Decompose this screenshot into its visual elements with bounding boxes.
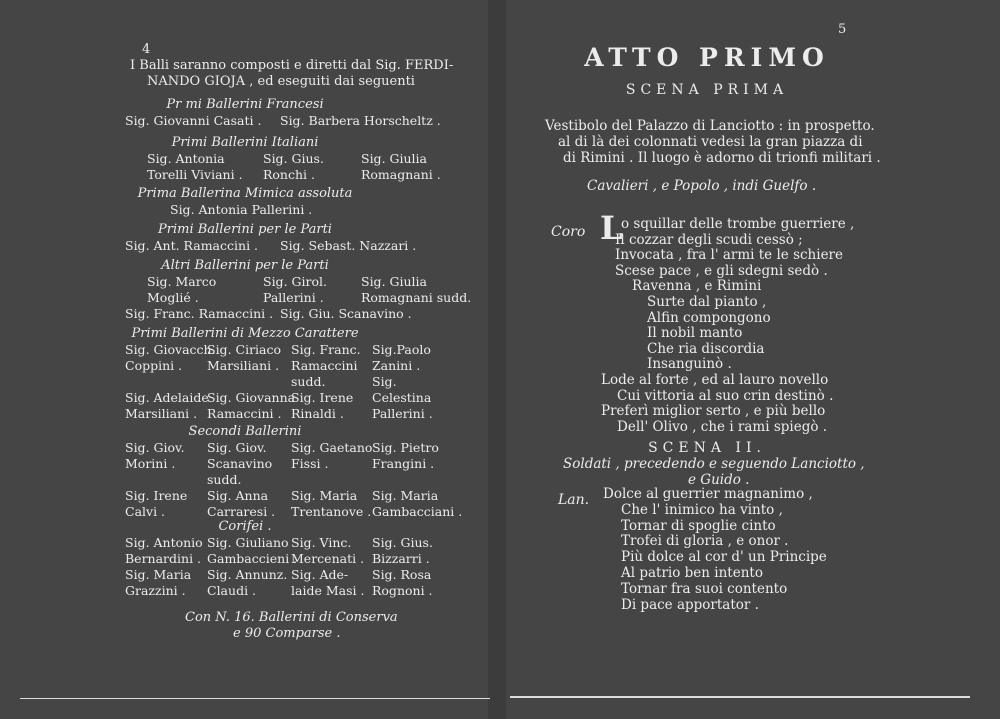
cast-cell: Calvi .	[125, 504, 166, 519]
cast-cell: Sig. Antonia	[147, 151, 225, 166]
cast-cell: Sig. Barbera Horscheltz .	[280, 113, 441, 128]
cast-row	[125, 472, 455, 487]
cast-row	[125, 406, 455, 421]
cast-cell: Grazzini .	[125, 583, 186, 598]
cast-cell: Sig. Gaetano	[291, 440, 373, 455]
verse-line: Insanguinò .	[647, 356, 732, 373]
cast-cell: Sig. Giu. Scanavino .	[280, 306, 412, 321]
cast-cell: Sig. Giulia	[361, 274, 427, 289]
cast-row	[125, 374, 455, 389]
verse-line: Ravenna , e Rimini	[632, 278, 762, 295]
cast-cell: Sig. Maria	[291, 488, 358, 503]
cast-cell: Sig. Giov.	[207, 440, 267, 455]
cast-cell: Sig. Giuliano	[207, 535, 289, 550]
cast-row	[125, 151, 455, 166]
verse-line: Tornar di spoglie cinto	[621, 517, 776, 534]
cast-cell: Fissi .	[291, 456, 329, 471]
cast-cell: Sig. Giov.	[125, 440, 185, 455]
verse-line: Surte dal pianto ,	[647, 294, 767, 310]
book-gutter	[488, 0, 506, 719]
verse-line: Il cozzar degli scudi cessò ;	[615, 231, 803, 248]
cast-cell: Sig. Marco	[147, 274, 217, 289]
cast-cell: Sig. Gius.	[372, 535, 433, 550]
scene-title: SCENA PRIMA	[625, 82, 789, 98]
cast-cell: Ronchi .	[263, 167, 315, 182]
cast-row	[125, 306, 455, 321]
cast-cell: Sig. Ade-	[291, 567, 349, 582]
cast-row	[125, 456, 455, 471]
cast-cell: Pallerini .	[263, 290, 324, 305]
setting-line-3: di Rimini . Il luogo è adorno di trionfi militari .	[563, 150, 881, 166]
cast-row	[125, 567, 455, 582]
cast-cell: Celestina	[372, 390, 432, 405]
scene-2-title: SCENA II.	[648, 440, 766, 456]
cast-cell: Ramaccini	[291, 358, 358, 373]
cast-cell: Marsiliani .	[125, 406, 198, 421]
cast-cell: Claudi .	[207, 583, 257, 598]
verse-line: Lode al forte , ed al lauro novello	[601, 372, 829, 388]
cast-row	[125, 167, 455, 182]
cast-row	[125, 238, 455, 253]
cast-cell: Sig.Paolo	[372, 342, 431, 357]
verse-line: Dolce al guerrier magnanimo ,	[603, 486, 813, 502]
cast-row	[125, 290, 472, 305]
section-heading: Altri Ballerini per le Parti	[161, 258, 329, 273]
cast-cell: Sig. Franc. Ramaccini .	[125, 306, 274, 321]
cast-cell: Bizzarri .	[372, 551, 430, 566]
cast-row	[125, 274, 455, 289]
cast-cell: laide Masi .	[291, 583, 365, 598]
cast-cell: Pallerini .	[372, 406, 433, 421]
cast-row	[125, 113, 455, 128]
left-page	[0, 0, 490, 719]
cast-cell: Sig. Giovacch.	[125, 342, 216, 357]
cast-cell: Sig. Franc.	[291, 342, 361, 357]
cast-cell: Ramaccini .	[207, 406, 282, 421]
cast-cell: Torelli Viviani .	[147, 167, 243, 182]
cast-cell: Gambacciani .	[372, 504, 463, 519]
cast-cell: Sig. Annunz.	[207, 567, 288, 582]
cast-cell: Scanavino	[207, 456, 273, 471]
scene-2-directions-2: e Guido .	[688, 472, 750, 488]
verse-line: Dell' Olivo , che i rami spiegò .	[617, 418, 828, 435]
verse-line: Il nobil manto	[647, 325, 743, 342]
cast-row	[125, 202, 455, 217]
cast-cell: Gambaccieni .	[207, 551, 298, 566]
cast-cell: sudd.	[291, 374, 326, 389]
verse-line: Scese pace , e gli sdegni sedò .	[615, 262, 828, 279]
cast-cell: Sig. Antonio	[125, 535, 203, 550]
bottom-rule-left	[20, 698, 490, 699]
cast-cell: Zanini .	[372, 358, 421, 373]
scene-2-directions-1: Soldati , precedendo e seguendo Lanciotto ,	[563, 456, 865, 472]
cast-cell: Sig.	[372, 374, 397, 389]
verse-line: Alfin compongono	[647, 309, 771, 326]
cast-cell: Morini .	[125, 456, 176, 471]
cast-cell: Rognoni .	[372, 583, 433, 598]
cast-cell: Sig. Girol.	[263, 274, 327, 289]
cast-row	[125, 440, 455, 455]
cast-cell: Frangini .	[372, 456, 435, 471]
cast-cell: Marsiliani .	[207, 358, 280, 373]
cast-cell: Sig. Gius.	[263, 151, 324, 166]
section-heading: Pr mi Ballerini Francesi	[166, 97, 324, 112]
verse-line: Al patrio ben intento	[621, 565, 763, 581]
cast-row	[125, 551, 455, 566]
section-heading: Primi Ballerini per le Parti	[158, 222, 332, 237]
section-heading: Corifei .	[218, 519, 272, 534]
cast-cell: Sig. Adelaide	[125, 390, 209, 405]
cast-cell: Bernardini .	[125, 551, 202, 566]
cast-row	[125, 488, 455, 503]
act-title: ATTO PRIMO	[584, 43, 830, 72]
verse-line: Che ria discordia	[647, 340, 765, 357]
page-number-left: 4	[142, 42, 151, 57]
page-number-right: 5	[838, 22, 847, 37]
setting-line-2: al di là dei colonnati vedesi la gran piazza di	[558, 134, 863, 150]
characters-line: Cavalieri , e Popolo , indi Guelfo .	[587, 178, 817, 194]
setting-line-1: Vestibolo del Palazzo di Lanciotto : in prospetto.	[545, 118, 875, 134]
bottom-rule-right	[510, 696, 970, 698]
intro-line-1: I Balli saranno composti e diretti dal Sig. FERDI-	[130, 58, 454, 73]
cast-cell: Sig. Antonia Pallerini .	[170, 202, 313, 217]
cast-cell: Sig. Giovanna	[207, 390, 296, 405]
verse-line: Preferì miglior serto , e più bello	[601, 403, 826, 420]
cast-cell: Sig. Vinc.	[291, 535, 352, 550]
cast-row	[125, 583, 455, 598]
verse-line: Cui vittoria al suo crin destinò .	[617, 387, 834, 404]
intro-line-2: NANDO GIOJA , ed eseguiti dai seguenti	[147, 74, 415, 89]
section-heading: Prima Ballerina Mimica assoluta	[137, 186, 353, 201]
cast-cell: sudd.	[207, 472, 242, 487]
cast-row	[125, 390, 455, 405]
cast-row	[125, 504, 463, 519]
verse-line: Di pace apportator .	[621, 596, 759, 613]
verse-line: o squillar delle trombe guerriere ,	[621, 216, 855, 232]
verse-line: Invocata , fra l' armi te le schiere	[615, 247, 843, 264]
cast-row	[125, 358, 455, 373]
cast-cell: Sig. Maria	[372, 488, 439, 503]
verse-line: Più dolce al cor d' un Principe	[621, 549, 827, 566]
cast-cell: Sig. Ciriaco	[207, 342, 282, 357]
footer-line-1: Con N. 16. Ballerini di Conserva	[185, 610, 398, 625]
drop-cap: L	[600, 209, 623, 247]
cast-cell: Sig. Irene	[125, 488, 188, 503]
cast-cell: Carraresi .	[207, 504, 276, 519]
right-page	[505, 0, 1000, 719]
verse-line: Trofei di gloria , e onor .	[621, 533, 789, 550]
section-heading: Primi Ballerini di Mezzo Carattere	[131, 326, 359, 341]
verse-line: Che l' inimico ha vinto ,	[621, 501, 783, 518]
verse-line: Tornar fra suoi contento	[621, 580, 788, 597]
cast-cell: Sig. Giovanni Casati .	[125, 113, 262, 128]
cast-row	[125, 342, 455, 357]
cast-cell: Sig. Anna	[207, 488, 269, 503]
cast-cell: Sig. Giulia	[361, 151, 427, 166]
cast-cell: Trentanove .	[291, 504, 372, 519]
cast-cell: Coppini .	[125, 358, 183, 373]
cast-cell: Sig. Maria	[125, 567, 192, 582]
footer-line-2: e 90 Comparse .	[233, 626, 341, 641]
cast-cell: Sig. Ant. Ramaccini .	[125, 238, 259, 253]
cast-cell: Moglié .	[147, 290, 199, 305]
cast-cell: Sig. Sebast. Nazzari .	[280, 238, 417, 253]
speaker-coro: Coro	[551, 224, 586, 240]
section-heading: Primi Ballerini Italiani	[171, 135, 319, 150]
cast-cell: Sig. Pietro	[372, 440, 439, 455]
cast-cell: Romagnani .	[361, 167, 441, 182]
cast-cell: Rinaldi .	[291, 406, 344, 421]
cast-row	[125, 535, 455, 550]
speaker-lan: Lan.	[558, 492, 590, 508]
cast-cell: Sig. Rosa	[372, 567, 432, 582]
cast-cell: Romagnani sudd.	[361, 290, 472, 305]
section-heading: Secondi Ballerini	[188, 424, 302, 439]
cast-cell: Mercenati .	[291, 551, 365, 566]
cast-cell: Sig. Irene	[291, 390, 354, 405]
